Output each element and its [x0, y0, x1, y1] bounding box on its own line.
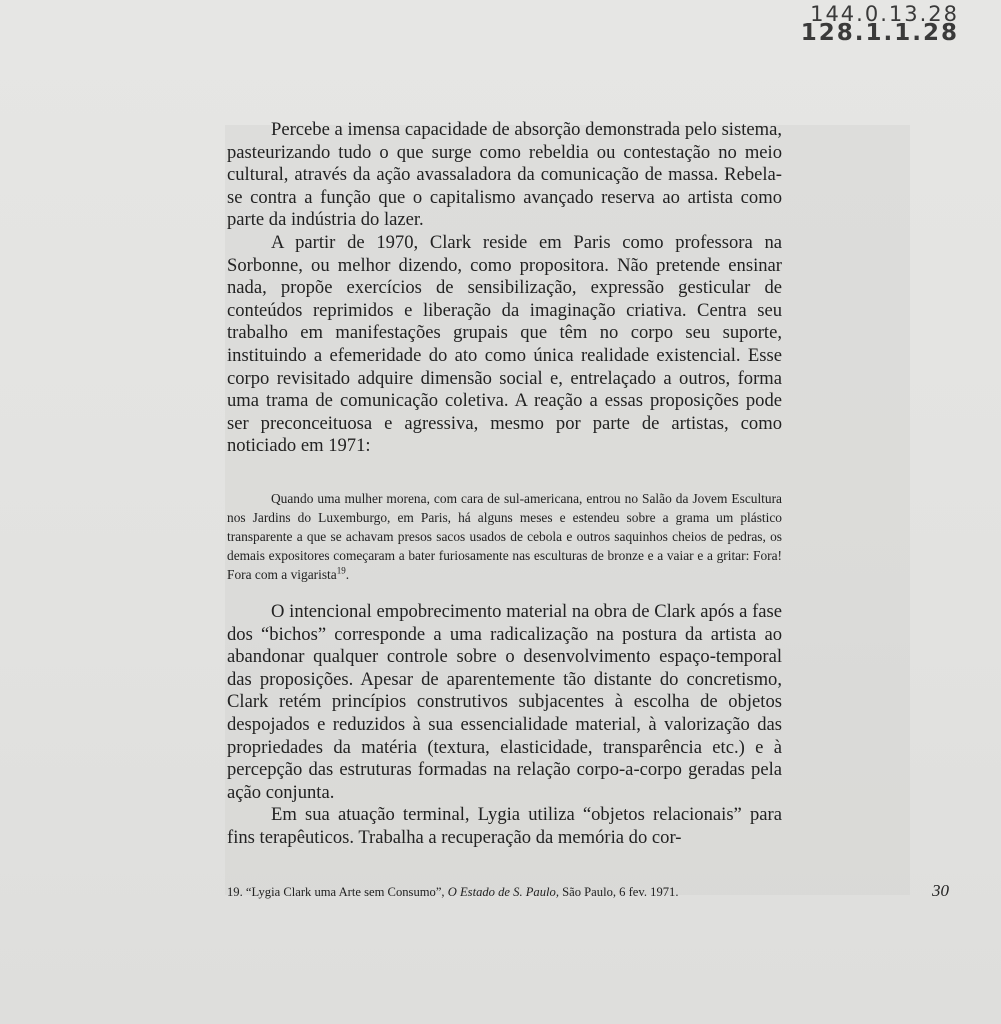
quote-paragraph: [227, 489, 782, 584]
handwritten-reference-2: 128.1.1.28: [800, 20, 959, 46]
footnote-source: O Estado de S. Paulo,: [447, 885, 559, 899]
footnote-reference: 19: [336, 565, 346, 576]
body-text-top: [227, 119, 782, 458]
footnote-number: 19.: [227, 885, 243, 899]
paragraph: Em sua atuação terminal, Lygia utiliza “objetos relacionais” para fins terapêuticos. Trabalha a recuperação da memória do cor-: [227, 804, 782, 848]
footnote: [227, 884, 787, 900]
paragraph: A partir de 1970, Clark reside em Paris como professora na Sorbonne, ou melhor dizendo, como propositora. Não pretende ensinar nada, propõe exercícios de sensibilização, expressão gesticular de conteúdos reprimidos e liberação da imaginação criativa. Centra seu trabalho em manifestações grupais que têm no corpo seu suporte, instituindo a efemeridade do ato como única realidade existencial. Esse corpo revisitado adquire dimensão social e, entrelaçado a outros, forma uma trama de comunicação coletiva. A reação a essas proposições pode ser preconceituosa e agressiva, mesmo por parte de artistas, como noticiado em 1971:: [227, 231, 782, 457]
paragraph: O intencional empobrecimento material na obra de Clark após a fase dos “bichos” corresponde a uma radicalização na postura da artista ao abandonar qualquer controle sobre o desenvolvimento espaço-temporal das proposições. Apesar de aparentemente tão distante do concretismo, Clark retém princípios construtivos subjacentes à escolha de objetos despojados e reduzidos à sua essencialidade material, à valorização das propriedades da matéria (textura, elasticidade, transparência etc.) e à percepção das estruturas formadas na relação corpo-a-corpo geradas pela ação conjunta.: [227, 601, 782, 803]
page-number: 30: [932, 881, 949, 900]
quote-text: Quando uma mulher morena, com cara de sul-americana, entrou no Salão da Jovem Escultura nos Jardins do Luxemburgo, em Paris, há alguns meses e estendeu sobre a grama um plástico transparente a que se achavam presos sacos usados de cebola e outros saquinhos cheios de pedras, os demais expositores começaram a bater furiosamente nas esculturas de bronze e a vaiar e a gritar: Fora! Fora com a vigarista: [227, 491, 782, 582]
block-quote: [227, 489, 782, 584]
paragraph: Percebe a imensa capacidade de absorção demonstrada pelo sistema, pasteurizando tudo o que surge como rebeldia ou contestação no meio cultural, através da ação avassaladora da comunicação de massa. Rebela-se contra a função que o capitalismo avançado reserva ao artista como parte da indústria do lazer.: [227, 119, 782, 231]
quote-end: .: [345, 567, 350, 582]
footnote-title: “Lygia Clark uma Arte sem Consumo”,: [245, 885, 445, 899]
body-text-bottom: [227, 601, 782, 850]
handwritten-reference-1: 144.0.13.28: [810, 2, 959, 26]
footnote-details: São Paulo, 6 fev. 1971.: [562, 885, 679, 899]
